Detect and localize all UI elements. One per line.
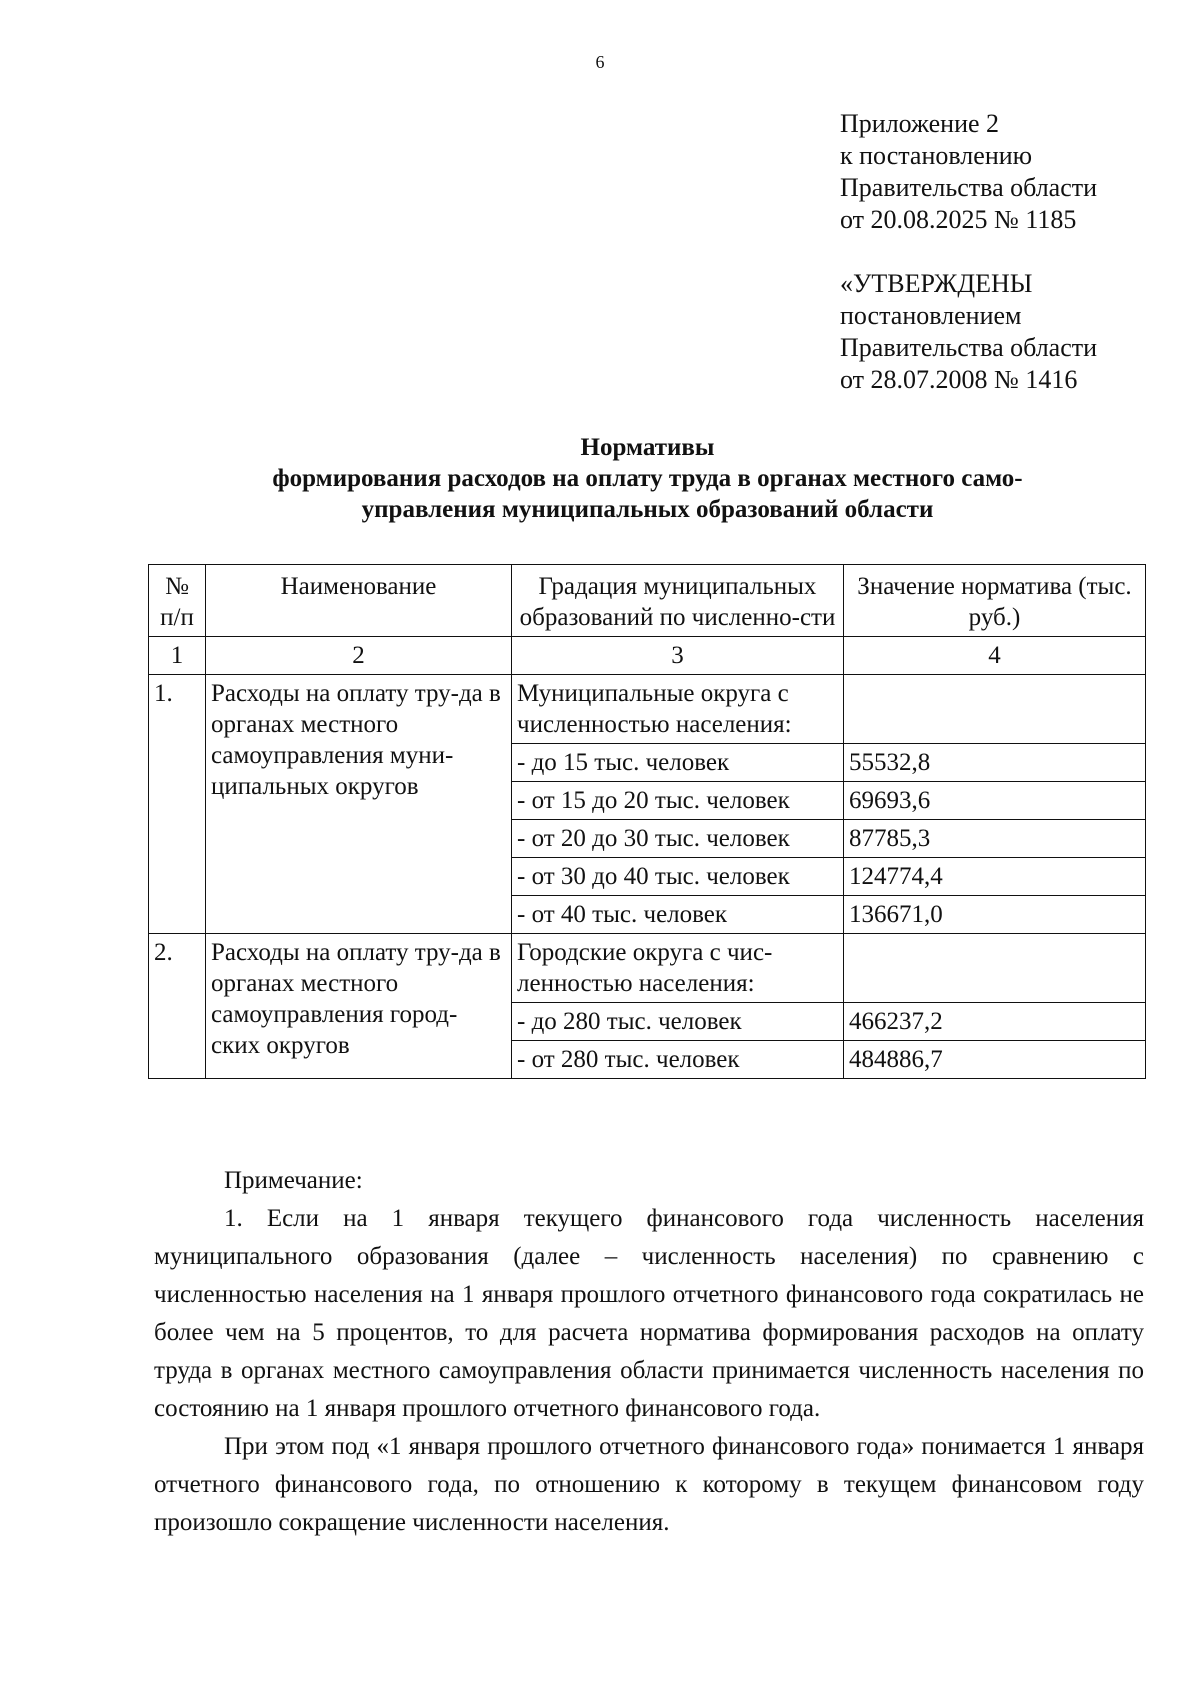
- note-section: [154, 1162, 1144, 1542]
- gradation-cell: - от 30 до 40 тыс. человек: [512, 858, 844, 896]
- value-cell: 136671,0: [844, 896, 1146, 934]
- title-line: Нормативы: [580, 434, 715, 461]
- row-name: Расходы на оплату тру-да в органах местного самоуправления город-ских округов: [206, 934, 512, 1079]
- row-name: Расходы на оплату тру-да в органах местного самоуправления муни-ципальных округов: [206, 675, 512, 934]
- approval-line: Правительства области: [840, 333, 1098, 362]
- gradation-cell: - до 15 тыс. человек: [512, 744, 844, 782]
- note-label: Примечание:: [224, 1167, 363, 1194]
- gradation-cell: - до 280 тыс. человек: [512, 1003, 844, 1041]
- index-cell: 4: [844, 637, 1146, 675]
- row-number: 2.: [149, 934, 206, 1079]
- value-cell: 55532,8: [844, 744, 1146, 782]
- norms-table: [148, 564, 1146, 1079]
- document-title: [140, 432, 1155, 525]
- header-value: Значение норматива (тыс. руб.): [844, 565, 1146, 637]
- attachment-line: к постановлению: [840, 141, 1033, 170]
- note-paragraph: 1. Если на 1 января текущего финансового года численность населения муниципального образования (далее – численность населения) по сравнению с численностью населения на 1 января прошлого отчетного финансового года сократилась не более чем на 5 процентов, то для расчета норматива формирования расходов на оплату труда в органах местного самоуправления области принимается численность населения по состоянию на 1 января прошлого отчетного финансового года.: [154, 1205, 1144, 1422]
- table-row: [149, 675, 1146, 744]
- page-number: 6: [595, 52, 605, 72]
- value-cell: [844, 934, 1146, 1003]
- gradation-cell: - от 40 тыс. человек: [512, 896, 844, 934]
- group-label: Городские округа с чис-ленностью населения:: [512, 934, 844, 1003]
- header-gradation: Градация муниципальных образований по численно-сти: [512, 565, 844, 637]
- attachment-line: от 20.08.2025 № 1185: [840, 205, 1077, 234]
- gradation-cell: - от 15 до 20 тыс. человек: [512, 782, 844, 820]
- approval-block: [840, 268, 1097, 396]
- table-header-row: [149, 565, 1146, 637]
- title-line: формирования расходов на оплату труда в органах местного само-: [272, 465, 1023, 492]
- approval-line: от 28.07.2008 № 1416: [840, 365, 1078, 394]
- row-number: 1.: [149, 675, 206, 934]
- note-paragraph: При этом под «1 января прошлого отчетного финансового года» понимается 1 января отчетного финансового года, по отношению к которому в текущем финансовом году произошло сокращение численности населения.: [154, 1433, 1144, 1536]
- title-line: управления муниципальных образований области: [361, 496, 934, 523]
- approval-line: постановлением: [840, 301, 1022, 330]
- value-cell: 87785,3: [844, 820, 1146, 858]
- value-cell: [844, 675, 1146, 744]
- value-cell: 69693,6: [844, 782, 1146, 820]
- approval-line: «УТВЕРЖДЕНЫ: [840, 269, 1033, 298]
- value-cell: 484886,7: [844, 1041, 1146, 1079]
- gradation-cell: - от 20 до 30 тыс. человек: [512, 820, 844, 858]
- group-label: Муниципальные округа с численностью населения:: [512, 675, 844, 744]
- gradation-cell: - от 280 тыс. человек: [512, 1041, 844, 1079]
- table-index-row: [149, 637, 1146, 675]
- attachment-block: [840, 108, 1097, 236]
- index-cell: 2: [206, 637, 512, 675]
- attachment-line: Приложение 2: [840, 109, 1000, 138]
- value-cell: 466237,2: [844, 1003, 1146, 1041]
- value-cell: 124774,4: [844, 858, 1146, 896]
- header-num: № п/п: [149, 565, 206, 637]
- index-cell: 3: [512, 637, 844, 675]
- attachment-line: Правительства области: [840, 173, 1098, 202]
- header-name: Наименование: [206, 565, 512, 637]
- table-row: [149, 934, 1146, 1003]
- index-cell: 1: [149, 637, 206, 675]
